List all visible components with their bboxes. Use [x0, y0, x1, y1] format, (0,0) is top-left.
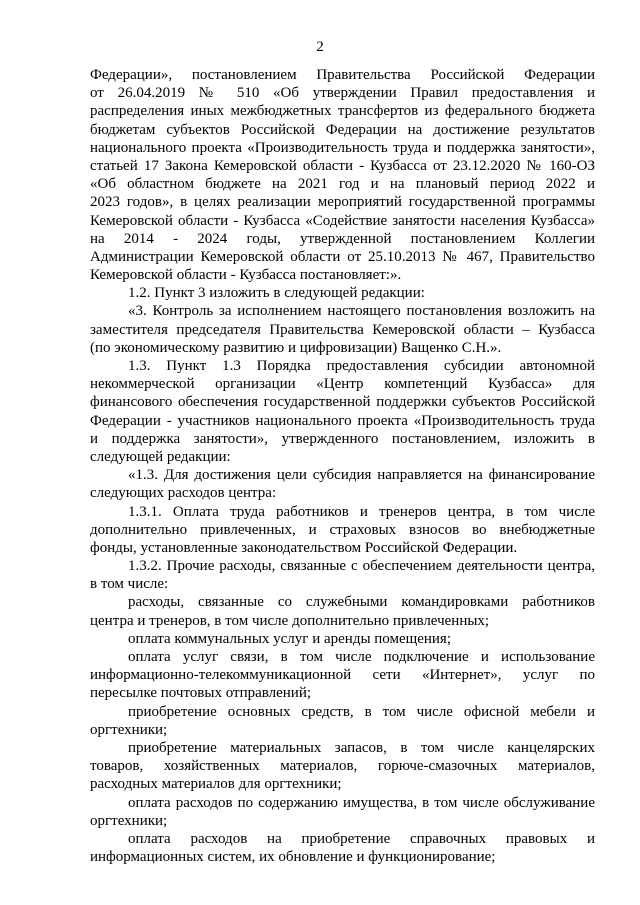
- text-line: и поддержка занятости», утвержденного постановлением, изложить в: [90, 430, 595, 447]
- text-line: оргтехники;: [90, 721, 168, 738]
- text-line: 1.2. Пункт 3 изложить в следующей редакции:: [128, 285, 425, 302]
- text-line: фонды, установленные законодательством Российской Федерации.: [90, 539, 518, 556]
- text-line: распределения иных межбюджетных трансфертов из федерального бюджета: [90, 103, 595, 120]
- text-line: пересылке почтовых отправлений;: [90, 685, 312, 702]
- text-line: «1.3. Для достижения цели субсидия направляется на финансирование: [128, 467, 595, 484]
- page-number: 2: [316, 39, 324, 55]
- text-line: «3. Контроль за исполнением настоящего постановления возложить на: [128, 303, 595, 320]
- text-line: Федерации», постановлением Правительства Российской Федерации: [90, 67, 595, 83]
- text-line: Администрации Кемеровской области от 25.10.2013 № 467, Правительство: [90, 248, 595, 265]
- text-line: Кемеровской области - Кузбасса «Содействие занятости населения Кузбасса»: [90, 212, 595, 229]
- text-line: расходы, связанные со служебными командировками работников: [128, 594, 595, 611]
- text-line: 1.3.2. Прочие расходы, связанные с обеспечением деятельности центра,: [128, 558, 595, 575]
- text-line: расходных материалов для оргтехники;: [90, 776, 342, 793]
- text-line: в том числе:: [90, 576, 169, 593]
- text-line: некоммерческой организации «Центр компетенций Кузбасса» для: [90, 376, 595, 393]
- text-line: информационных систем, их обновление и функционирование;: [90, 849, 496, 866]
- text-line: «Об областном бюджете на 2021 год и на плановый период 2022 и: [90, 176, 595, 193]
- text-line: центра и тренеров, в том числе дополнительно привлеченных;: [90, 612, 490, 629]
- text-line: бюджетам субъектов Российской Федерации на достижение результатов: [90, 121, 595, 138]
- text-line: 2023 годов», в целях реализации мероприятий государственной программы: [90, 194, 595, 211]
- text-line: оплата коммунальных услуг и аренды помещения;: [128, 630, 451, 647]
- text-line: приобретение основных средств, в том числе офисной мебели и: [128, 703, 595, 720]
- text-line: оплата услуг связи, в том числе подключение и использование: [128, 649, 595, 665]
- text-line: Федерации - участников национального проекта «Производительность труда: [90, 412, 595, 429]
- text-line: от 26.04.2019 № 510 «Об утверждении Правил предоставления и: [90, 85, 595, 102]
- text-line: следующих расходов центра:: [90, 485, 277, 502]
- text-line: заместителя председателя Правительства Кемеровской области – Кузбасса: [90, 321, 595, 338]
- text-line: следующей редакции:: [90, 448, 231, 465]
- text-line: (по экономическому развитию и цифровизации) Ващенко С.Н.».: [90, 339, 502, 356]
- text-line: оплата расходов по содержанию имущества, в том числе обслуживание: [128, 794, 595, 811]
- text-line: 1.3.1. Оплата труда работников и тренеров центра, в том числе: [128, 503, 595, 520]
- text-line: дополнительно привлеченных, и страховых взносов во внебюджетные: [90, 521, 595, 538]
- text-line: на 2014 - 2024 годы, утвержденной постановлением Коллегии: [90, 230, 595, 247]
- text-line: 1.3. Пункт 1.3 Порядка предоставления субсидии автономной: [128, 358, 595, 374]
- text-line: информационно-телекоммуникационной сети «Интернет», услуг по: [90, 667, 595, 684]
- text-line: статьей 17 Закона Кемеровской области - Кузбасса от 23.12.2020 № 160-ОЗ: [90, 157, 595, 174]
- text-line: приобретение материальных запасов, в том числе канцелярских: [128, 739, 595, 756]
- text-line: национального проекта «Производительность труда и поддержка занятости»,: [90, 139, 595, 156]
- text-line: товаров, хозяйственных материалов, горюче-смазочных материалов,: [90, 758, 595, 775]
- text-line: оргтехники;: [90, 812, 168, 829]
- text-line: Кемеровской области - Кузбасса постановляет:».: [90, 267, 402, 284]
- document-body: [90, 66, 595, 866]
- text-line: финансового обеспечения государственной поддержки субъектов Российской: [90, 394, 595, 411]
- text-line: оплата расходов на приобретение справочных правовых и: [128, 830, 595, 847]
